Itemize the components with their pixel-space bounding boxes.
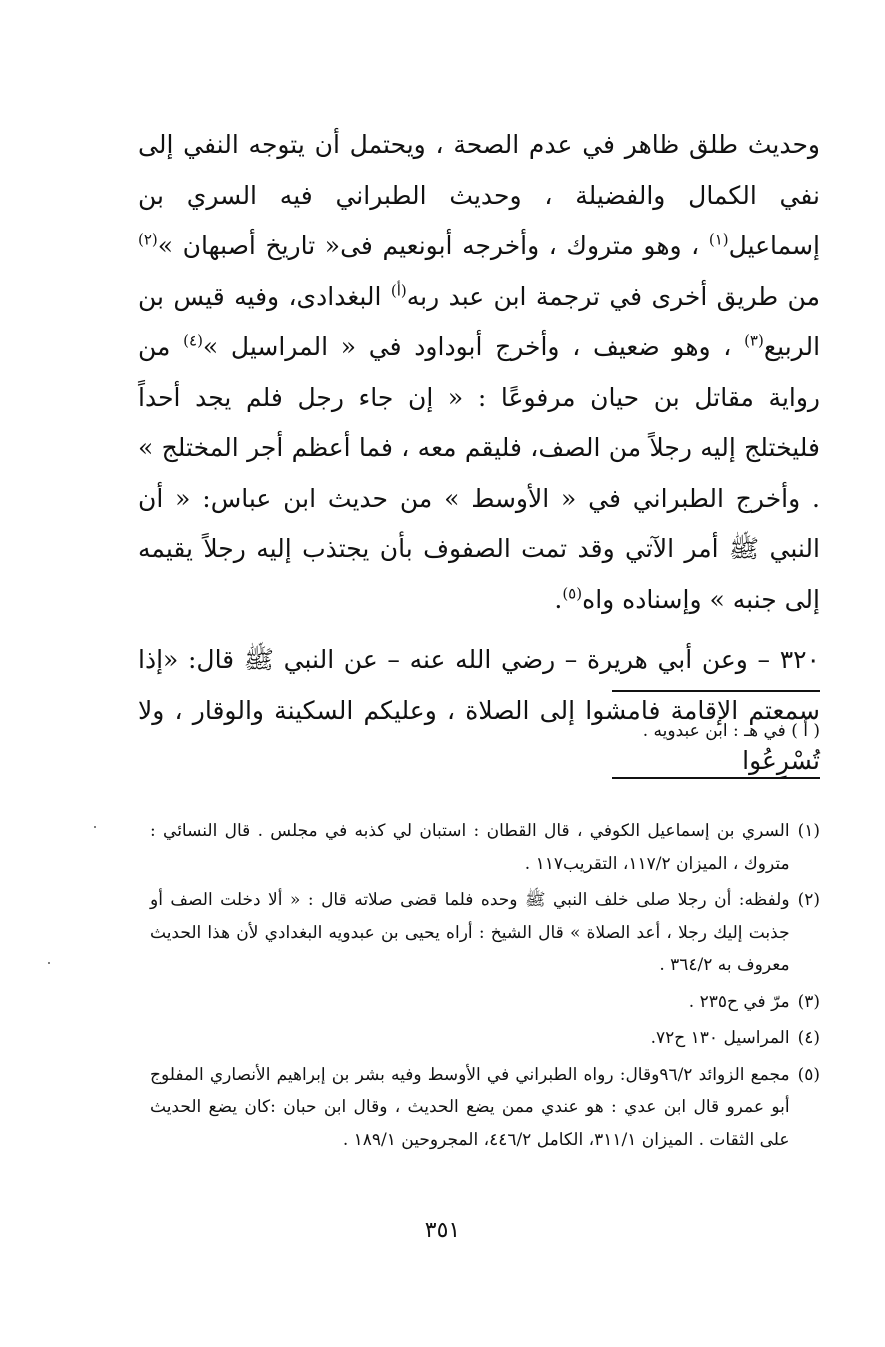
- footnote-3: [150, 986, 820, 1019]
- footnote-ref-3: (٣): [744, 331, 764, 350]
- footnote-label: (١): [797, 821, 820, 841]
- text-run: وحديث طلق ظاهر في عدم الصحة ، ويحتمل أن يتوجه النفي إلى نفي الكمال والفضيلة ، وحديث الطبراني فيه السري بن إسماعيل: [138, 130, 820, 260]
- text-run: ، وهو متروك ، وأخرجه أبونعيم فى« تاريخ أصبهان »: [157, 231, 700, 260]
- page-number: ٣٥١: [424, 1218, 461, 1243]
- footnote-ref-4: (٤): [183, 331, 203, 350]
- main-text: [138, 120, 820, 787]
- footnote-text: السري بن إسماعيل الكوفي ، قال القطان : استبان لي كذبه في مجلس . قال النسائي : متروك ، الميزان ١١٧/٢، التقريب١١٧ .: [150, 821, 790, 874]
- footnote-5: [150, 1059, 820, 1157]
- text-run: من رواية مقاتل بن حيان مرفوعًا : « إن جاء رجل فلم يجد أحداً فليختلج إليه رجلاً من الصف، فليقم معه ، فما أعظم أجر المختلج » . وأخرج الطبراني في « الأوسط » من حديث ابن عباس: « أن النبي ﷺ أمر الآتي وقد تمت الصفوف بأن يجتذب إليه رجلاً يقيمه إلى جنبه » وإسناده واه: [138, 332, 820, 614]
- separator-rule: [612, 690, 820, 692]
- footnote-ref-2: (٢): [138, 230, 158, 249]
- footnote-4: [150, 1022, 820, 1055]
- footnote-ref-5: (٥): [562, 584, 583, 603]
- footnote-2: [150, 884, 820, 982]
- footnote-1: [150, 815, 820, 880]
- separator-rule: [612, 777, 820, 779]
- scan-speck: [94, 826, 96, 828]
- text-run: البغدادى، وفيه قيس بن الربيع: [138, 281, 821, 361]
- text-run: من طريق أخرى في ترجمة ابن عبد ربه: [406, 281, 820, 311]
- footnote-text: مجمع الزوائد ٩٦/٢وقال: رواه الطبراني في الأوسط وفيه بشر بن إبراهيم الأنصاري المفلوج أبو عمرو قال ابن عدي : هو عندي ممن يضع الحديث ، وقال ابن حبان :كان يضع الحديث على الثقات . الميزان ٣١١/١، الكامل ٤٤٦/٢، المجروحين ١٨٩/١ .: [150, 1064, 790, 1150]
- hadith-paragraph: ٣٢٠ – وعن أبي هريرة – رضي الله عنه – عن النبي ﷺ قال: «إذا سمعتم الإقامة فامشوا إلى الصلاة ، وعليكم السكينة والوقار ، ولا تُسْرِعُوا: [138, 645, 820, 775]
- footnote-label: (٢): [797, 890, 820, 910]
- footnote-label: (٤): [797, 1028, 820, 1048]
- variant-note: ( أ ) في هـ : ابن عبدويه .: [642, 721, 820, 741]
- footnote-ref-1: (١): [708, 230, 729, 249]
- footnote-text: المراسيل ١٣٠ ح٧٢.: [650, 1028, 790, 1048]
- commentary-paragraph: [138, 120, 820, 625]
- footnotes: [150, 815, 820, 1160]
- text-run: ، وهو ضعيف ، وأخرج أبوداود في « المراسيل »: [202, 332, 732, 361]
- scan-speck: [48, 962, 50, 964]
- footnote-text: ولفظه: أن رجلا صلى خلف النبي ﷺ وحده فلما قضى صلاته قال : « ألا دخلت الصف أو جذبت إليك رجلا ، أعد الصلاة » قال الشيخ : أراه يحيى بن عبدويه البغدادي لأن هذا الحديث معروف به ٣٦٤/٢ .: [150, 890, 790, 975]
- footnote-text: مرّ في ح٢٣٥ .: [688, 991, 790, 1012]
- footnote-label: (٥): [797, 1064, 820, 1085]
- footnote-label: (٣): [797, 991, 820, 1012]
- text-run: .: [554, 584, 563, 614]
- variant-ref-a: (أ): [390, 281, 407, 300]
